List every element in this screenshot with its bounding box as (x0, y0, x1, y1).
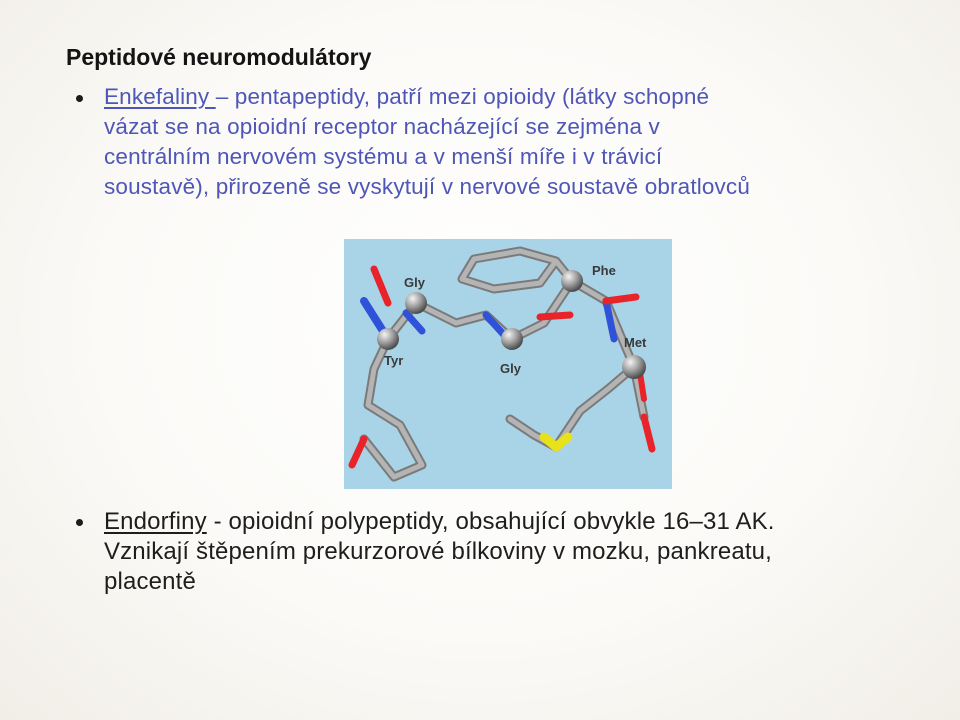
molecule-svg (344, 239, 672, 489)
enkephalin-line-3: centrálním nervovém systému a v menší míře i v trávicí (104, 144, 663, 169)
bullet-marker (74, 92, 86, 104)
slide-heading: Peptidové neuromodulátory (66, 44, 372, 70)
label-met: Met (624, 335, 647, 350)
enkephalin-structure-figure (344, 239, 672, 489)
label-tyr: Tyr (384, 353, 404, 368)
endorphin-line-2: Vznikají štěpením prekurzorové bílkoviny v mozku, pankreatu, (104, 538, 772, 565)
enkephalin-line-2: vázat se na opioidní receptor nacházející se zejména v (104, 114, 660, 139)
enkephalin-line-1 (104, 82, 920, 112)
enkephalin-line-1-text: – pentapeptidy, patří mezi opioidy (látky schopné (215, 84, 710, 109)
enkephalin-line-4: soustavě), přirozeně se vyskytují v nervové soustavě obratlovců (104, 174, 750, 199)
enkephalin-term: Enkefaliny (104, 84, 216, 109)
bullet-marker (74, 516, 86, 528)
label-gly-1: Gly (404, 275, 425, 290)
endorphin-line-1-text: - opioidní polypeptidy, obsahující obvykle 16–31 AK. (206, 508, 775, 535)
enkephalin-paragraph (104, 82, 920, 202)
endorphin-term: Endorfiny (104, 508, 207, 535)
label-phe: Phe (592, 263, 616, 278)
endorphin-line-1 (104, 507, 920, 537)
label-gly-2: Gly (500, 361, 521, 376)
endorphin-paragraph (104, 507, 920, 597)
endorphin-line-3: placentě (104, 568, 196, 595)
